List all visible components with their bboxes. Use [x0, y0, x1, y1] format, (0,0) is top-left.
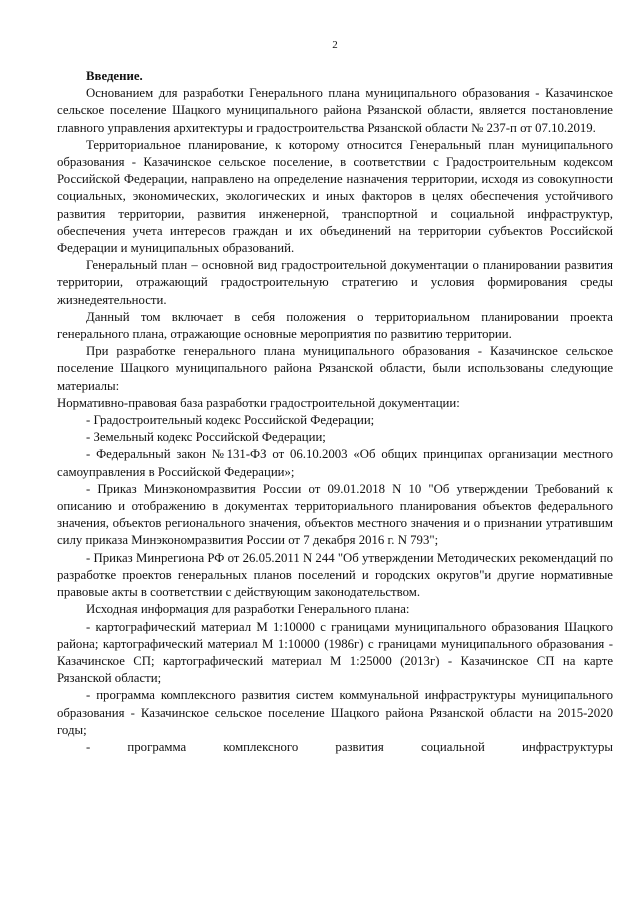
paragraph-source-info: Исходная информация для разработки Генерального плана:	[86, 602, 410, 617]
page-number: 2	[332, 39, 338, 51]
paragraph-general-plan: Генеральный план – основной вид градостроительной документации о планировании развития территории, отражающий градостроительную стратегию и условия формирования среды жизнедеятельности.	[57, 258, 613, 307]
list-item-utilities-program: - программа комплексного развития систем коммунальной инфраструктуры муниципального образования - Казачинское сельское поселение Шацкого района Рязанской области на 2015-2020 годы;	[57, 688, 613, 737]
paragraph-materials: При разработке генерального плана муниципального образования - Казачинское сельское поселение Шацкого муниципального района Рязанской области, были использованы следующие материалы:	[57, 344, 613, 393]
paragraph-volume: Данный том включает в себя положения о территориальном планировании проекта генерального плана, отражающие основные мероприятия по развитию территории.	[57, 309, 613, 342]
section-heading: Введение.	[86, 69, 143, 83]
list-item-federal-law: - Федеральный закон №131-ФЗ от 06.10.2003 «Об общих принципах организации местного самоуправления в Российской Федерации»;	[57, 447, 613, 479]
list-item-urban-code: - Градостроительный кодекс Российской Федерации;	[86, 413, 375, 428]
paragraph-legal-base: Нормативно-правовая база разработки градостроительной документации:	[57, 395, 460, 410]
list-item-order-minregion: - Приказ Минрегиона РФ от 26.05.2011 N 244 "Об утверждении Методических рекомендаций по разработке проектов генеральных планов поселений и городских округов"и другие нормативные правовые акты в соответствии с действующим законодательством.	[57, 550, 613, 600]
list-item-cartographic-material: - картографический материал М 1:10000 с границами муниципального образования Шацкого района; картографический материал М 1:10000 (1986г) с границами муниципального образования - Казачинское СП; картографический материал М 1:25000 (2013г) - Казачинское СП на карте Рязанской области;	[57, 619, 613, 686]
paragraph-basis: Основанием для разработки Генерального плана муниципального образования - Казачинское сельское поселение Шацкого муниципального района Рязанской области, является постановление главного управления архитектуры и градостроительства Рязанской области № 237-п от 07.10.2019.	[57, 86, 613, 135]
list-item-order-ministry-economy: - Приказ Минэкономразвития России от 09.01.2018 N 10 "Об утверждении Требований к описанию и отображению в документах территориального планирования объектов федерального значения, объектов регионального значения, объектов местного значения и о признании утратившим силу приказа Минэкономразвития России от 7 декабря 2016 г. N 793";	[57, 481, 613, 548]
paragraph-territorial-planning: Территориальное планирование, к которому относится Генеральный план муниципального образования - Казачинское сельское поселение, в соответствии с Градостроительным кодексом Российской Федерации, направлено на определение назначения территории, исходя из совокупности социальных, экономических, экологических и иных факторов в целях обеспечения устойчивого развития территории, развития инженерной, транспортной и социальной инфраструктур, обеспечения учета интересов граждан и их объединений на территории субъектов Российской Федерации и муниципальных образований.	[57, 137, 613, 256]
list-item-land-code: - Земельный кодекс Российской Федерации;	[86, 430, 326, 445]
list-item-social-program: - программа комплексного развития социальной инфраструктуры	[86, 739, 613, 754]
